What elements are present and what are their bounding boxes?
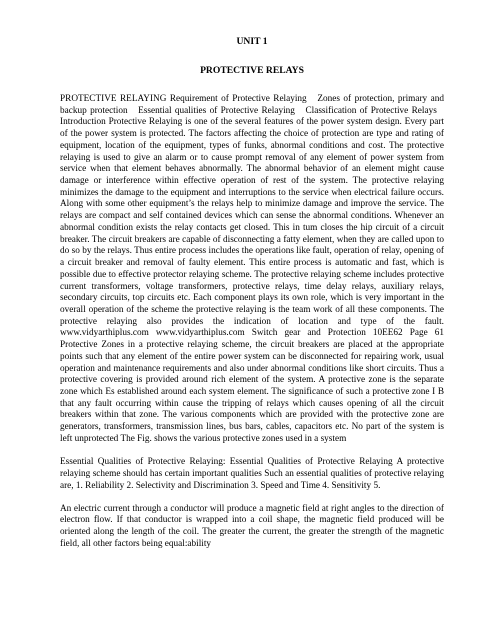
document-page	[60, 36, 444, 551]
paragraph-essential-qualities: Essential Qualities of Protective Relaying: Essential Qualities of Protective Relaying A protective relaying scheme should has certain important qualities Such an essential qualities of protective relaying are, 1. Reliability 2. Selectivity and Discrimination 3. Speed and Time 4. Sensitivity 5.	[60, 457, 444, 491]
paragraph-electric-current: An electric current through a conductor will produce a magnetic field at right angles to the direction of electron flow. If that conductor is wrapped into a coil shape, the magnetic field produced will be oriented along the length of the coil. The greater the current, the greater the strength of the magnetic field, all other factors being equal:ability	[60, 503, 444, 549]
unit-heading: UNIT 1	[236, 36, 268, 47]
paragraph-protective-relaying: PROTECTIVE RELAYING Requirement of Protective Relaying  Zones of protection, primary and backup protection  Essential qualities of Protective Relaying  Classification of Protective Relays  Introduction Protective Relaying is one of the several features of the power system design. Every part of the power system is protected. The factors affecting the choice of protection are type and rating of equipment, location of the equipment, types of funks, abnormal conditions and cost. The protective relaying is used to give an alarm or to cause prompt removal of any element of power system from service when that element behaves abnormally. The abnormal behavior of an element might cause damage or interference within effective operation of rest of the system. The protective relaying minimizes the damage to the equipment and interruptions to the service when electrical failure occurs. Along with some other equipment’s the relays help to minimize damage and improve the service. The relays are compact and self contained devices which can sense the abnormal conditions. Whenever an abnormal condition exists the relay contacts get closed. This in tum closes the hip circuit of a circuit breaker. The circuit breakers are capable of disconnecting a fatty element, when they are called upon to do so by the relays. Thus entire process includes the operations like fault, operation of relay, opening of a circuit breaker and removal of faulty element. This entire process is automatic and fast, which is possible due to effective protector relaying scheme. The protective relaying scheme includes protective current transformers, voltage transformers, protective relays, time delay relays, auxiliary relays, secondary circuits, top circuits etc. Each component plays its own role, which is very important in the overall operation of the scheme the protective relaying is the team work of all these components. The protective relaying also provides the indication of location and type of the fault. www.vidyarthiplus.com www.vidyarthiplus.com Switch gear and Protection 10EE62 Page 61 Protective Zones in a protective relaying scheme, the circuit breakers are placed at the appropriate points such that any element of the entire power system can be disconnected for repairing work, usual operation and maintenance requirements and also under abnormal conditions like short circuits. Thus a protective covering is provided around rich element of the system. A protective zone is the separate zone which Es established around each system element. The significance of such a protective zone I B that any fault occurring within cause the tripping of relays which causes opening of all the circuit breakers within that zone. The various components which are provided with the protective zone are generators, transformers, transmission lines, bus bars, cables, capacitors etc. No part of the system is left unprotected The Fig. shows the various protective zones used in a system	[60, 94, 444, 444]
chapter-title: PROTECTIVE RELAYS	[200, 65, 304, 76]
